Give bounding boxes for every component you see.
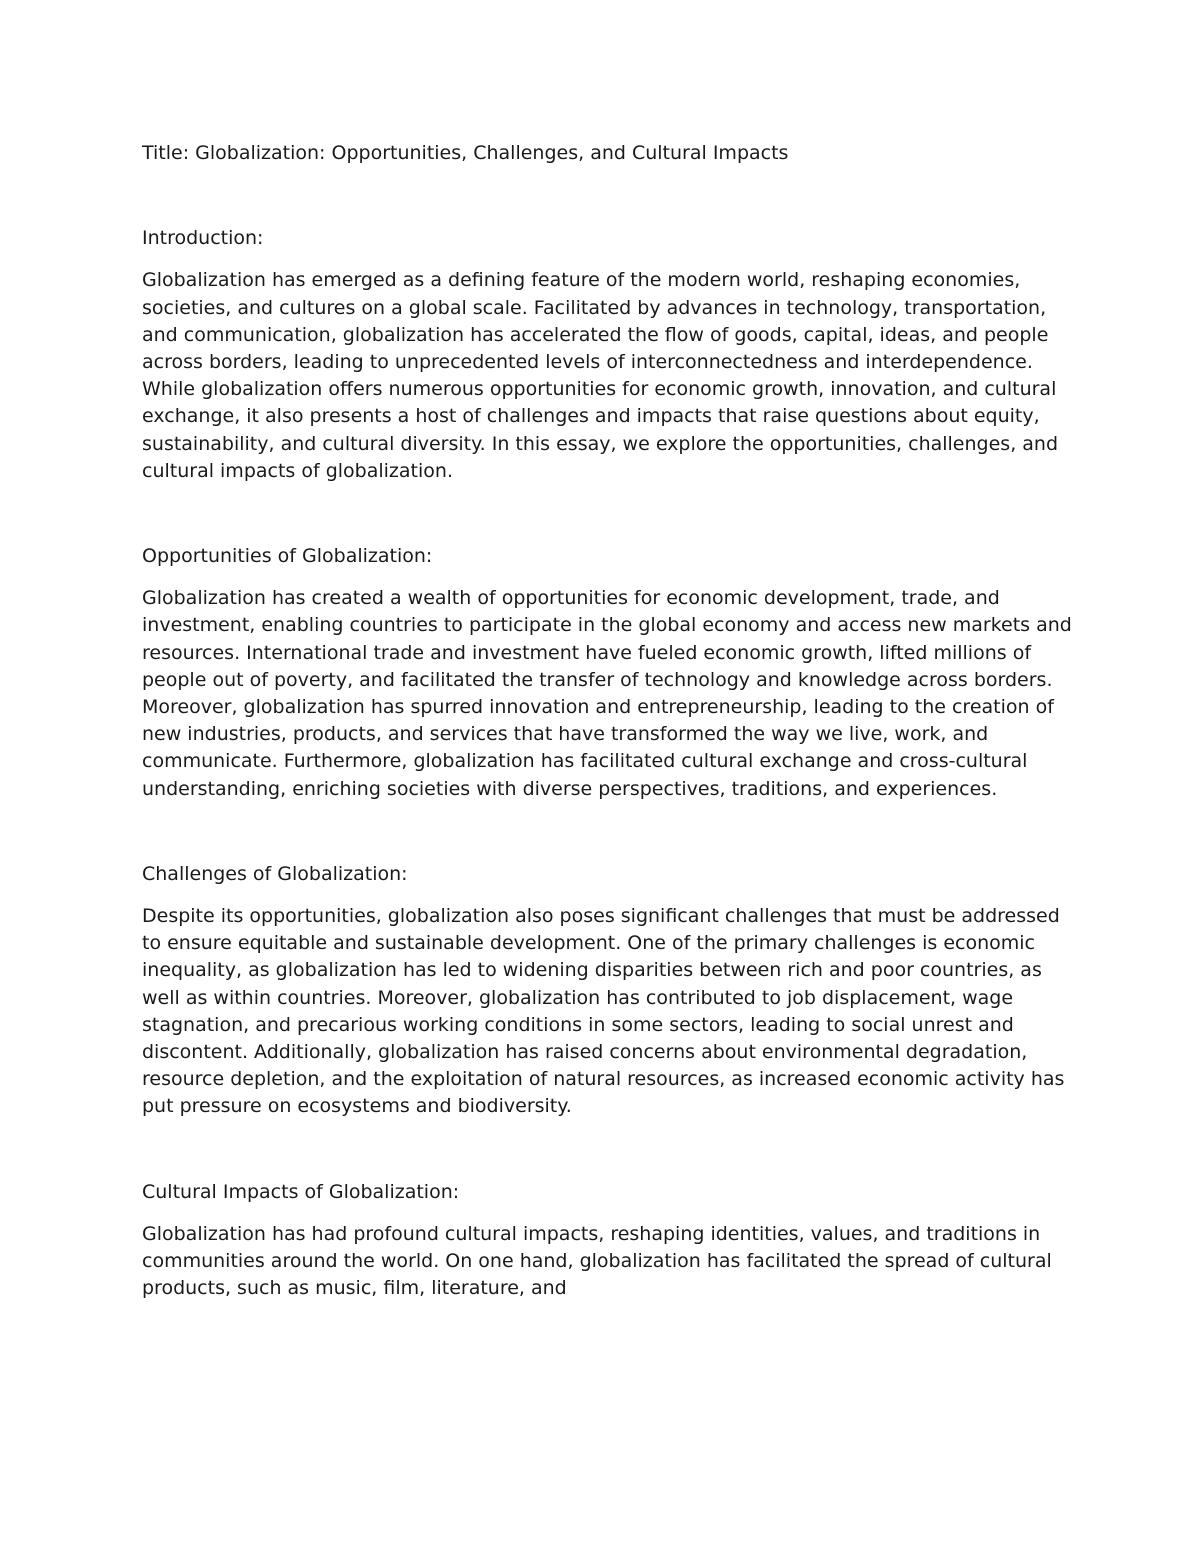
document-title: Title: Globalization: Opportunities, Challenges, and Cultural Impacts — [142, 142, 789, 164]
section-heading-opportunities: Opportunities of Globalization: — [142, 545, 433, 568]
section-heading-challenges: Challenges of Globalization: — [142, 862, 408, 885]
section-body-introduction: Globalization has emerged as a defining feature of the modern world, reshaping economies, societies, and cultures on a global scale. Facilitated by advances in technology, transportation, and communication, globalization has accelerated the flow of goods, capital, ideas, and people across borders, leading to unprecedented levels of interconnectedness and interdependence. While globalization offers numerous opportunities for economic growth, innovation, and cultural exchange, it also presents a host of challenges and impacts that raise questions about equity, sustainability, and cultural diversity. In this essay, we explore the opportunities, challenges, and cultural impacts of globalization. — [142, 269, 1059, 482]
section-heading-cultural-impacts: Cultural Impacts of Globalization: — [142, 1180, 460, 1203]
section-body-challenges: Despite its opportunities, globalization also poses significant challenges that must be addressed to ensure equitable and sustainable development. One of the primary challenges is economic inequality, as globalization has led to widening disparities between rich and poor countries, as well as within countries. Moreover, globalization has contributed to job displacement, wage stagnation, and precarious working conditions in some sectors, leading to social unrest and discontent. Additionally, globalization has raised concerns about environmental degradation, resource depletion, and the exploitation of natural resources, as increased economic activity has put pressure on ecosystems and biodiversity. — [142, 905, 1065, 1118]
section-body-cultural-impacts: Globalization has had profound cultural impacts, reshaping identities, values, and traditions in communities around the world. On one hand, globalization has facilitated the spread of cultural products, such as music, film, literature, and — [142, 1222, 1052, 1300]
document-content — [142, 140, 1072, 1303]
section-body-opportunities: Globalization has created a wealth of opportunities for economic development, trade, and investment, enabling countries to participate in the global economy and access new markets and resources. International trade and investment have fueled economic growth, lifted millions of people out of poverty, and facilitated the transfer of technology and knowledge across borders. Moreover, globalization has spurred innovation and entrepreneurship, leading to the creation of new industries, products, and services that have transformed the way we live, work, and communicate. Furthermore, globalization has facilitated cultural exchange and cross-cultural understanding, enriching societies with diverse perspectives, traditions, and experiences. — [142, 587, 1072, 800]
section-heading-introduction: Introduction: — [142, 227, 264, 250]
